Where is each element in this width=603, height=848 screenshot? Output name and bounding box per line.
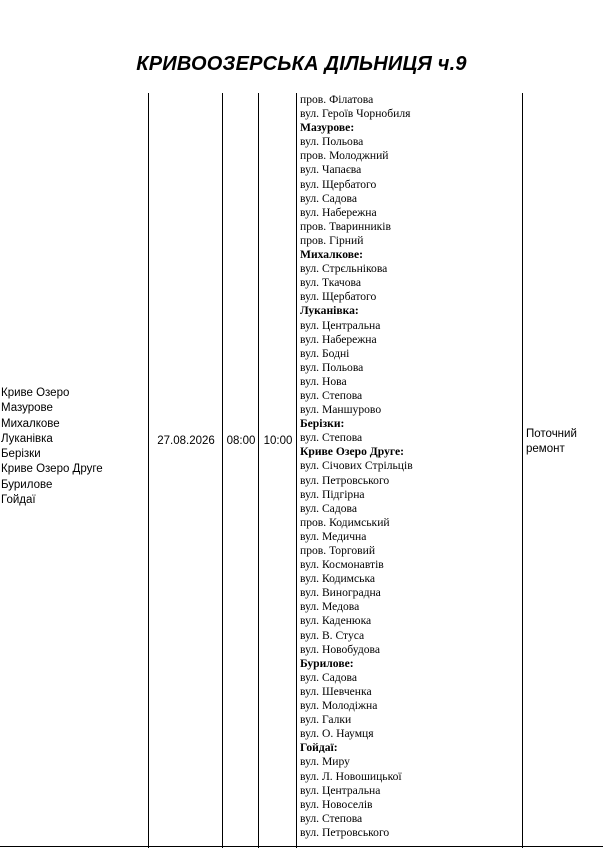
settlement-heading: Мазурове: (300, 121, 355, 135)
column-divider (222, 93, 223, 848)
settlement-name: Бурилове (1, 478, 53, 491)
street-item: вул. Медична (300, 529, 367, 543)
street-item: вул. Маншурово (300, 403, 382, 417)
street-item: пров. Кодимський (300, 515, 390, 529)
street-item: вул. Центральна (300, 783, 381, 797)
row-divider (0, 846, 603, 847)
street-item: вул. Петровського (300, 825, 390, 839)
street-item: вул. Шевченка (300, 684, 372, 698)
column-divider (258, 93, 259, 848)
reason-line: Поточний (526, 428, 577, 440)
street-item: вул. Садова (300, 670, 357, 684)
settlement-heading: Гойдаї: (300, 741, 338, 755)
street-item: вул. Садова (300, 191, 357, 205)
street-item: вул. Галки (300, 713, 352, 727)
street-item: вул. Січових Стрільців (300, 459, 413, 473)
settlement-name: Луканівка (1, 432, 53, 445)
street-item: вул. Виноградна (300, 586, 381, 600)
street-item: вул. Степова (300, 388, 363, 402)
settlement-name: Мазурове (1, 402, 53, 415)
street-item: пров. Тваринників (300, 219, 391, 233)
street-item: вул. Каденюка (300, 614, 372, 628)
street-item: вул. Бодні (300, 346, 350, 360)
page-title: КРИВООЗЕРСЬКА ДІЛЬНИЦЯ ч.9 (136, 53, 467, 75)
settlement-name: Берізки (1, 448, 41, 461)
settlement-heading: Криве Озеро Друге: (300, 445, 404, 459)
column-divider (296, 93, 297, 848)
street-item: вул. Ткачова (300, 276, 361, 290)
street-item: вул. Л. Новошицької (300, 769, 402, 783)
settlement-name: Криве Озеро (1, 387, 70, 399)
settlement-name: Гойдаї (1, 494, 36, 507)
street-item: вул. Набережна (300, 332, 377, 346)
street-item: вул. Польова (300, 135, 364, 149)
street-item: вул. Набережна (300, 205, 377, 219)
street-item: вул. Героїв Чорнобиля (300, 107, 411, 121)
settlements-cell (1, 386, 147, 508)
reason-line: ремонт (526, 442, 565, 455)
settlement-heading: Берізки: (300, 417, 345, 431)
settlement-heading: Луканівка: (300, 304, 359, 318)
date-cell: 27.08.2026 (157, 435, 215, 447)
street-item: вул. Молодіжна (300, 699, 378, 713)
street-item: вул. Медова (300, 600, 360, 614)
column-divider (522, 93, 523, 848)
street-item: вул. Польова (300, 360, 364, 374)
street-item: вул. Новобудова (300, 642, 380, 656)
street-item: вул. Степова (300, 431, 363, 445)
street-item: вул. Новоселів (300, 797, 373, 811)
streets-cell (300, 93, 522, 840)
street-item: пров. Молоджний (300, 149, 389, 163)
street-item: пров. Гірний (300, 233, 364, 247)
settlement-name: Михалкове (1, 417, 60, 430)
street-item: вул. Центральна (300, 318, 381, 332)
street-item: вул. В. Стуса (300, 628, 365, 642)
street-item: вул. Чапаєва (300, 163, 362, 177)
time-start-cell: 08:00 (226, 435, 256, 447)
settlement-heading: Бурилове: (300, 656, 354, 670)
street-item: вул. Нова (300, 374, 347, 388)
settlement-heading: Михалкове: (300, 248, 363, 262)
street-item: вул. О. Наумця (300, 727, 374, 741)
reason-cell (526, 427, 601, 457)
street-item: вул. Щербатого (300, 177, 377, 191)
street-item: вул. Миру (300, 755, 350, 769)
street-item: вул. Кодимська (300, 572, 376, 586)
street-item: вул. Петровського (300, 473, 390, 487)
time-end-cell: 10:00 (263, 435, 293, 447)
street-item: вул. Підгірна (300, 487, 365, 501)
street-item: вул. Стрєльнікова (300, 262, 388, 276)
street-item: пров. Торговий (300, 544, 376, 557)
settlement-name: Криве Озеро Друге (1, 463, 103, 476)
street-item: вул. Степова (300, 811, 363, 825)
street-item: вул. Космонавтів (300, 558, 384, 572)
street-item: вул. Щербатого (300, 290, 377, 304)
column-divider (148, 93, 149, 848)
street-item: вул. Садова (300, 501, 357, 515)
street-item: пров. Філатова (300, 93, 374, 106)
